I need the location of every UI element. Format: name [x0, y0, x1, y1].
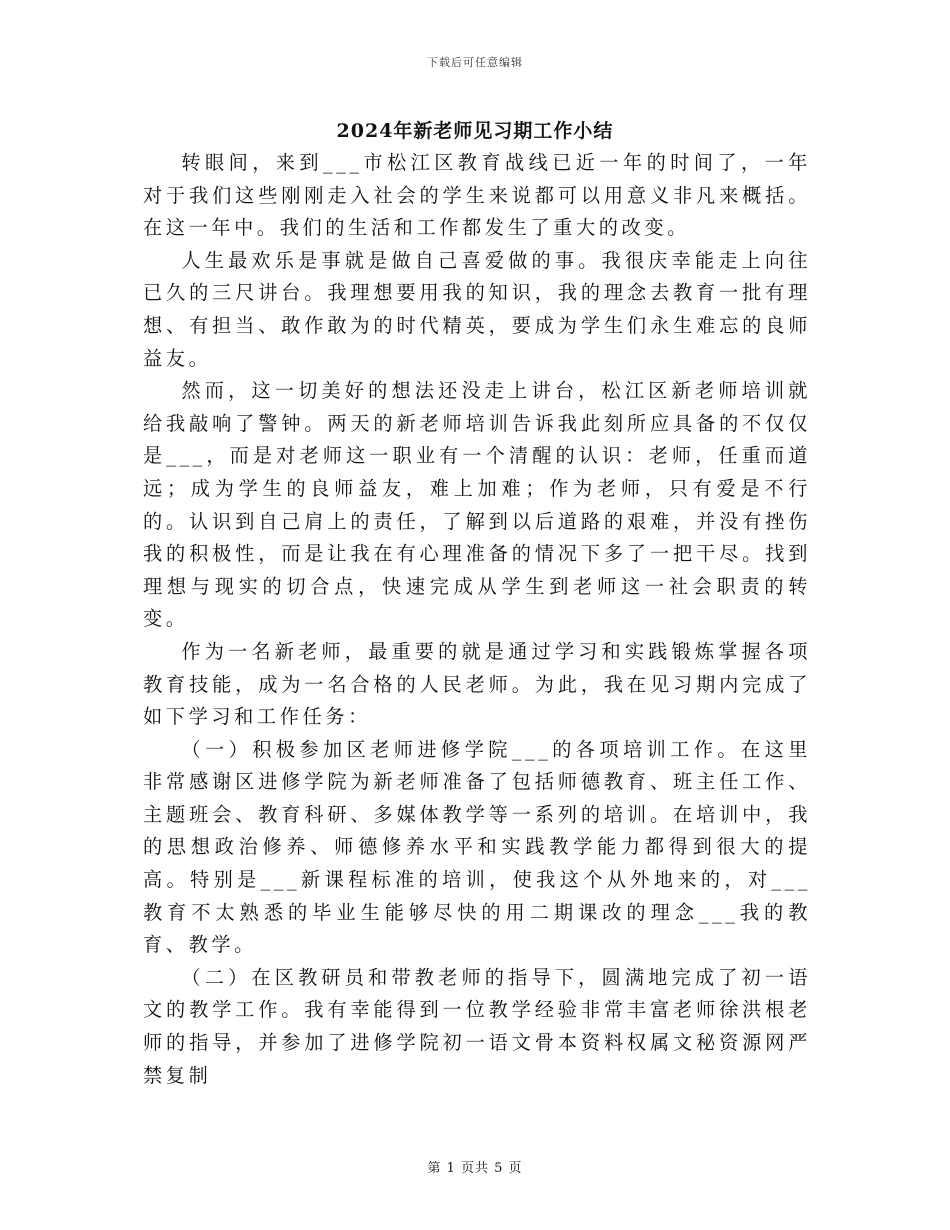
paragraph-1: 转眼间，来到___市松江区教育战线已近一年的时间了，一年对于我们这些刚刚走入社会的学生来说都可以用意义非凡来概括。在这一年中。我们的生活和工作都发生了重大的改变。 [143, 151, 811, 240]
document-body [143, 147, 811, 1092]
page-number-footer: 第 1 页共 5 页 [427, 1161, 523, 1176]
paragraph-6: （二）在区教研员和带教老师的指导下，圆满地完成了初一语文的教学工作。我有幸能得到一位教学经验非常丰富老师徐洪根老师的指导，并参加了进修学院初一语文骨本资料权属文秘资源网严禁复制 [143, 965, 811, 1087]
paragraph-5: （一）积极参加区老师进修学院___的各项培训工作。在这里非常感谢区进修学院为新老师准备了包括师德教育、班主任工作、主题班会、教育科研、多媒体教学等一系列的培训。在培训中，我的思想政治修养、师德修养水平和实践教学能力都得到很大的提高。特别是___新课程标准的培训，使我这个从外地来的，对___教育不太熟悉的毕业生能够尽快的用二期课改的理念___我的教育、教学。 [143, 737, 811, 957]
paragraph-3: 然而，这一切美好的想法还没走上讲台，松江区新老师培训就给我敲响了警钟。两天的新老师培训告诉我此刻所应具备的不仅仅是___，而是对老师这一职业有一个清醒的认识：老师，任重而道远；成为学生的良师益友，难上加难；作为老师，只有爱是不行的。认识到自己肩上的责任，了解到以后道路的艰难，并没有挫伤我的积极性，而是让我在有心理准备的情况下多了一把干尽。找到理想与现实的切合点，快速完成从学生到老师这一社会职责的转变。 [143, 379, 811, 631]
paragraph-2: 人生最欢乐是事就是做自己喜爱做的事。我很庆幸能走上向往已久的三尺讲台。我理想要用我的知识，我的理念去教育一批有理想、有担当、敢作敢为的时代精英，要成为学生们永生难忘的良师益友。 [143, 248, 811, 370]
page-header-note: 下载后可任意编辑 [427, 56, 523, 69]
paragraph-4: 作为一名新老师，最重要的就是通过学习和实践锻炼掌握各项教育技能，成为一名合格的人民老师。为此，我在见习期内完成了如下学习和工作任务： [143, 639, 811, 729]
document-title: 2024年新老师见习期工作小结 [336, 120, 614, 142]
